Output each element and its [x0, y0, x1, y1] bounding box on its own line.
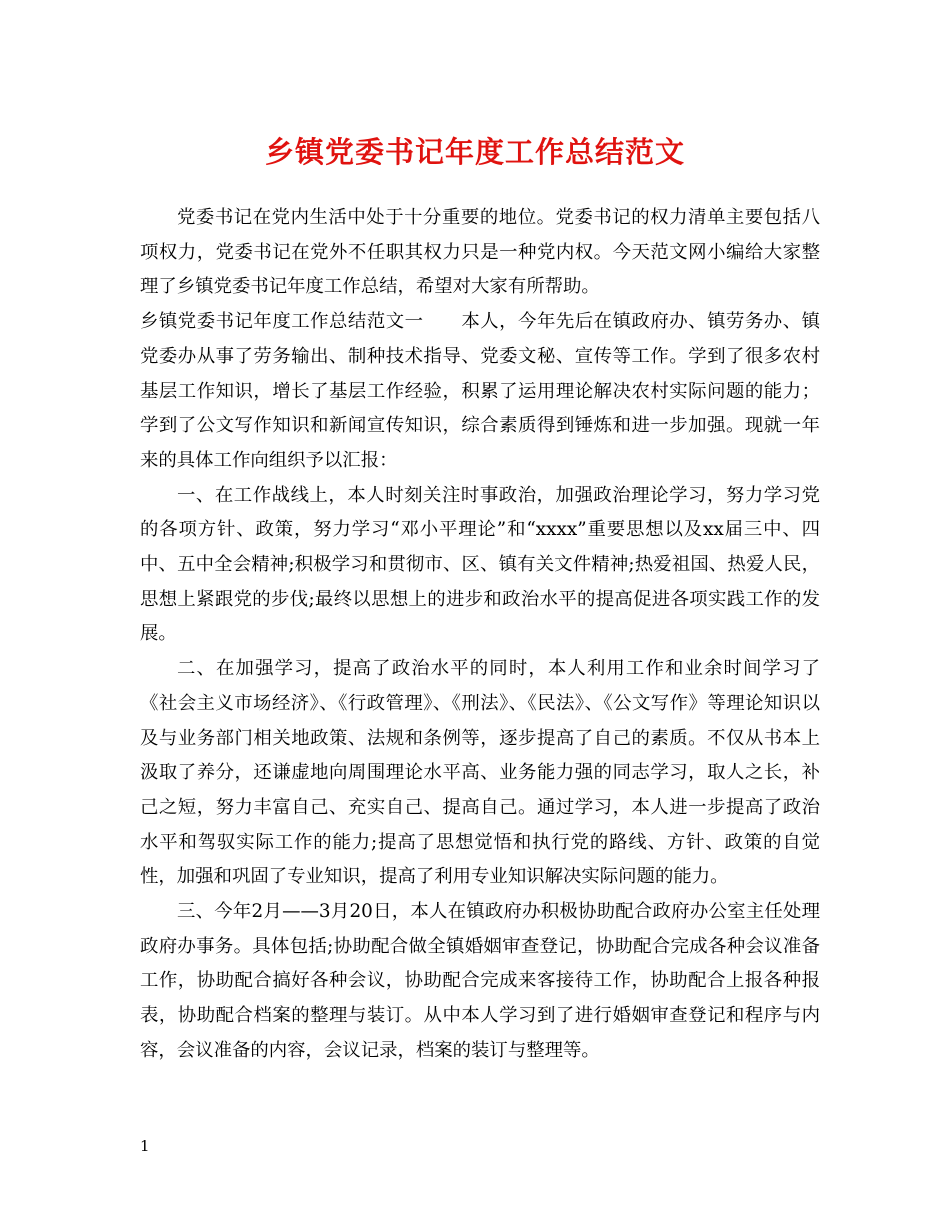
- document-title: 乡镇党委书记年度工作总结范文: [264, 135, 685, 169]
- paragraph-point-two: 二、在加强学习，提高了政治水平的同时，本人利用工作和业余时间学习了《社会主义市场经济》、《行政管理》、《刑法》、《民法》、《公文写作》等理论知识以及与业务部门相关地政策、法规和条例等，逐步提高了自己的素质。不仅从书本上汲取了养分，还谦虚地向周围理论水平高、业务能力强的同志学习，取人之长，补己之短，努力丰富自己、充实自己、提高自己。通过学习，本人进一步提高了政治水平和驾驭实际工作的能力;提高了思想觉悟和执行党的路线、方针、政策的自觉性，加强和巩固了专业知识，提高了利用专业知识解决实际问题的能力。: [140, 658, 820, 888]
- paragraph-point-three: 三、今年2月——3月20日，本人在镇政府办积极协助配合政府办公室主任处理政府办事务。具体包括;协助配合做全镇婚姻审查登记，协助配合完成各种会议准备工作，协助配合搞好各种会议，协助配合完成来客接待工作，协助配合上报各种报表，协助配合档案的整理与装订。从中本人学习到了进行婚姻审查登记和程序与内容，会议准备的内容，会议记录，档案的装订与整理等。: [140, 901, 820, 1061]
- paragraph-intro: 党委书记在党内生活中处于十分重要的地位。党委书记的权力清单主要包括八项权力，党委书记在党外不任职其权力只是一种党内权。今天范文网小编给大家整理了乡镇党委书记年度工作总结，希望对大家有所帮助。: [140, 207, 820, 298]
- paragraph-point-one: 一、在工作战线上，本人时刻关注时事政治，加强政治理论学习，努力学习党的各项方针、政策，努力学习“邓小平理论”和“xxxx”重要思想以及xx届三中、四中、五中全会精神;积极学习和贯彻市、区、镇有关文件精神;热爱祖国、热爱人民，思想上紧跟党的步伐;最终以思想上的进步和政治水平的提高促进各项实践工作的发展。: [140, 484, 820, 645]
- page-number: 1: [140, 1137, 150, 1155]
- document-body: [140, 201, 820, 1069]
- paragraph-sample-one: 乡镇党委书记年度工作总结范文一 本人，今年先后在镇政府办、镇劳务办、镇党委办从事了劳务输出、制种技术指导、党委文秘、宣传等工作。学到了很多农村基层工作知识，增长了基层工作经验，积累了运用理论解决农村实际问题的能力；学到了公文写作知识和新闻宣传知识，综合素质得到锤炼和进一步加强。现就一年来的具体工作向组织予以汇报：: [140, 311, 820, 471]
